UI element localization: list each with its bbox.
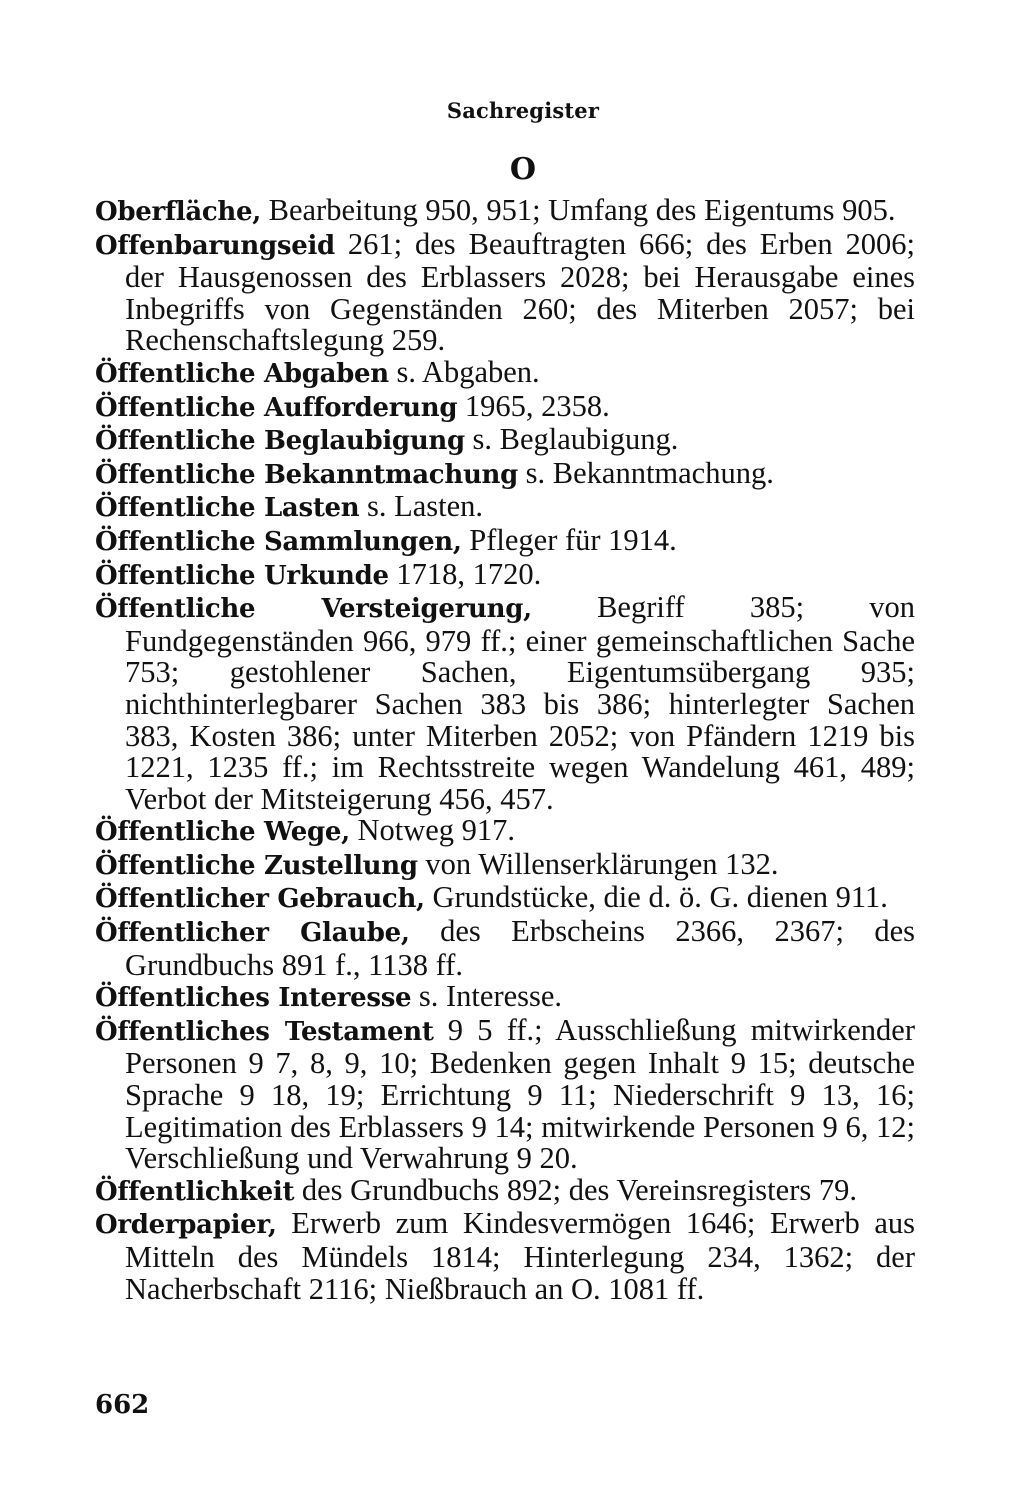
entry-heading: Offenbarungseid: [95, 230, 335, 261]
entry-heading: Öffentliche Beglaubigung: [95, 426, 465, 457]
index-entry: [95, 491, 915, 525]
index-entry: [95, 592, 915, 815]
entry-text: 1718, 1720.: [388, 556, 542, 591]
entry-heading: Öffentliche Zustellung: [95, 850, 418, 881]
running-head: Sachregister: [446, 98, 600, 123]
index-entry: [95, 815, 915, 849]
entry-heading: Öffentliche Abgaben: [95, 358, 389, 389]
entry-text: 261; des Beauftragten 666; des Erben 2006; der Hausgenossen des Erblassers 2028; bei Herausgabe eines Inbegriffs von Gegenständen 260; des Miterben 2057; bei Rechenschaftslegung 259.: [125, 226, 915, 358]
index-entry: [95, 424, 915, 458]
index-entry: [95, 195, 915, 229]
section-letter: O: [509, 152, 537, 187]
entry-text: s. Abgaben.: [388, 354, 540, 389]
index-entry: [95, 1208, 915, 1305]
entry-heading: Öffentliche Aufforderung: [95, 392, 458, 423]
entry-text: des Erbscheins 2366, 2367; des Grundbuchs 891 f., 1138 ff.: [125, 914, 915, 982]
entry-text: Grundstücke, die d. ö. G. dienen 911.: [424, 880, 888, 915]
index-entry: [95, 455, 915, 492]
index-entry: [95, 1012, 915, 1176]
index-entry: [95, 916, 915, 981]
index-entry: [95, 388, 915, 425]
entry-text: 1965, 2358.: [457, 388, 610, 423]
entry-text: Begriff 385; von Fundgegenständen 966, 979 ff.; einer gemeinschaftlichen Sache 753; gestohlener Sachen, Eigentumsübergang 935; nichthinterlegbarer Sachen 383 bis 386; hinterlegter Sachen 383, Kosten 386; unter Miterben 2052; von Pfändern 1219 bis 1221, 1235 ff.; im Rechtsstreite wegen Wandelung 461, 489; Verbot der Mitsteigerung 456, 457.: [125, 590, 915, 816]
entry-heading: Öffentlicher Gebrauch,: [95, 884, 425, 915]
entry-heading: Orderpapier,: [95, 1210, 277, 1241]
index-entry: [95, 1172, 915, 1209]
entry-text: 9 5 ff.; Ausschließung mitwirkender Personen 9 7, 8, 9, 10; Bedenken gegen Inhalt 9 15; deutsche Sprache 9 18, 19; Errichtung 9 11; Niederschrift 9 13, 16; Legitimation des Erblassers 9 14; mitwirkende Personen 9 6, 12; Verschließung und Verwahrung 9 20.: [125, 1012, 915, 1176]
entry-text: Notweg 917.: [349, 813, 516, 848]
index-entry: [95, 522, 915, 559]
index-entry: [95, 981, 915, 1015]
entry-text: s. Bekanntmachung.: [518, 455, 774, 490]
entry-text: Bearbeitung 950, 951; Umfang des Eigentums 905.: [261, 193, 896, 227]
entry-text: von Willenserklärungen 132.: [417, 846, 779, 881]
index-entry: [95, 882, 915, 916]
index-entry: [95, 556, 915, 593]
entry-heading: Öffentliche Wege,: [95, 817, 350, 848]
entry-text: s. Interesse.: [411, 979, 563, 1014]
index-entries: [95, 195, 915, 1305]
entry-heading: Öffentliches Interesse: [95, 983, 412, 1014]
entry-heading: Oberfläche,: [95, 197, 262, 227]
entry-heading: Öffentliches Testament: [95, 1016, 434, 1047]
index-entry: [95, 354, 915, 391]
entry-text: Erwerb zum Kindesvermögen 1646; Erwerb aus Mitteln des Mündels 1814; Hinterlegung 234, 1362; der Nacherbschaft 2116; Nießbrauch an O. 1081 ff.: [125, 1206, 915, 1306]
index-entry: [95, 226, 915, 358]
index-entry: [95, 846, 915, 883]
entry-heading: Öffentliche Lasten: [95, 493, 360, 524]
entry-heading: Öffentlichkeit: [95, 1176, 295, 1207]
entry-text: des Grundbuchs 892; des Vereinsregisters 79.: [294, 1172, 857, 1207]
entry-heading: Öffentlicher Glaube,: [95, 918, 410, 949]
entry-text: s. Beglaubigung.: [464, 422, 679, 457]
entry-text: s. Lasten.: [359, 489, 484, 524]
entry-heading: Öffentliche Versteigerung,: [95, 594, 532, 625]
entry-heading: Öffentliche Bekanntmachung: [95, 459, 519, 490]
entry-heading: Öffentliche Sammlungen,: [95, 526, 462, 557]
entry-heading: Öffentliche Urkunde: [95, 560, 389, 591]
page-number: 662: [95, 1390, 150, 1420]
entry-text: Pfleger für 1914.: [461, 522, 677, 557]
